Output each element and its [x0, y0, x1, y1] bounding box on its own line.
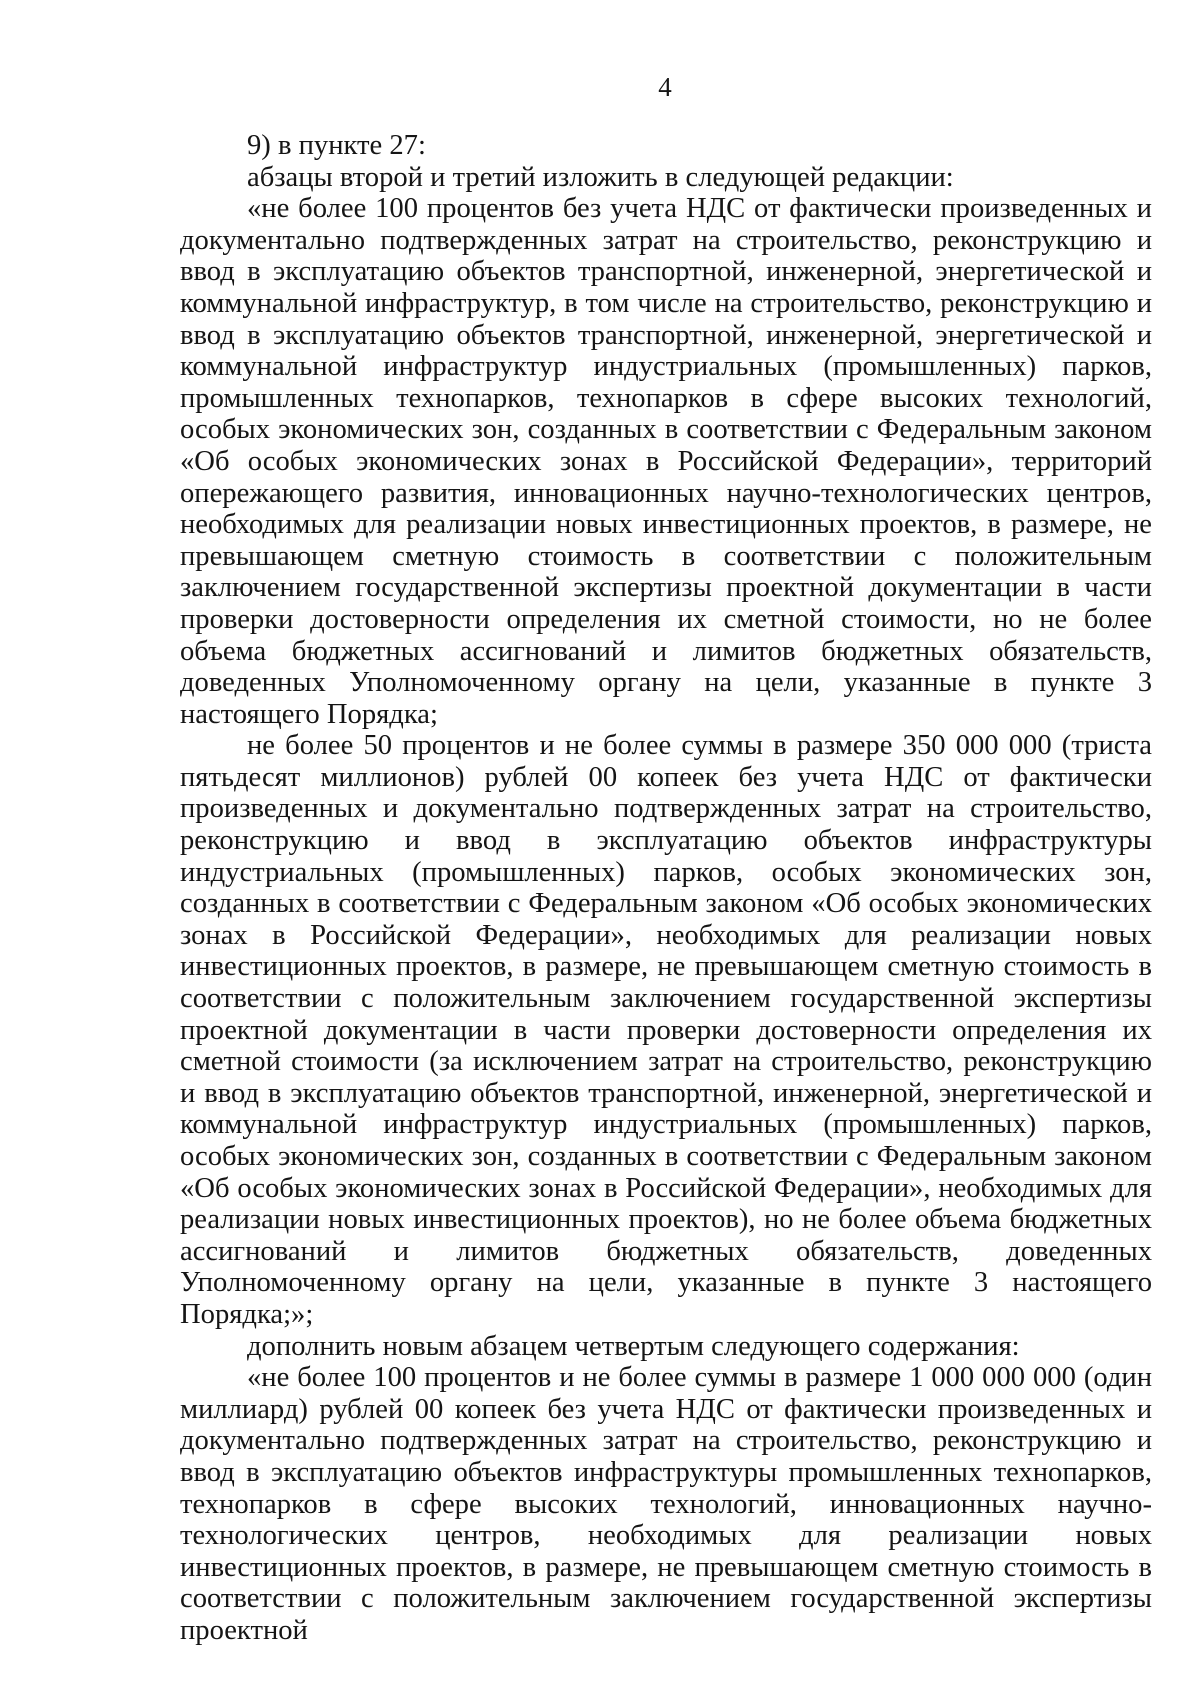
- page-number: 4: [658, 72, 672, 102]
- document-body: [180, 130, 1152, 1647]
- paragraph-add-fourth: «не более 100 процентов и не более суммы в размере 1 000 000 000 (один миллиард) рублей 00 копеек без учета НДС от фактически произведенных и документально подтвержденных затрат на строительство, реконструкцию и ввод в эксплуатацию объектов инфраструктуры промышленных технопарков, технопарков в сфере высоких технологий, инновационных научно-технологических центров, необходимых для реализации новых инвестиционных проектов, в размере, не превышающем сметную стоимость в соответствии с положительным заключением государственной экспертизы проектной: [180, 1362, 1152, 1646]
- paragraph-amend-third: не более 50 процентов и не более суммы в размере 350 000 000 (триста пятьдесят миллионов) рублей 00 копеек без учета НДС от фактически произведенных и документально подтвержденных затрат на строительство, реконструкцию и ввод в эксплуатацию объектов инфраструктуры индустриальных (промышленных) парков, особых экономических зон, созданных в соответствии с Федеральным законом «Об особых экономических зонах в Российской Федерации», необходимых для реализации новых инвестиционных проектов, в размере, не превышающем сметную стоимость в соответствии с положительным заключением государственной экспертизы проектной документации в части проверки достоверности определения их сметной стоимости (за исключением затрат на строительство, реконструкцию и ввод в эксплуатацию объектов транспортной, инженерной, энергетической и коммунальной инфраструктур индустриальных (промышленных) парков, особых экономических зон, созданных в соответствии с Федеральным законом «Об особых экономических зонах в Российской Федерации», необходимых для реализации новых инвестиционных проектов), но не более объема бюджетных ассигнований и лимитов бюджетных обязательств, доведенных Уполномоченному органу на цели, указанные в пункте 3 настоящего Порядка;»;: [180, 730, 1152, 1330]
- paragraph-amend-second: «не более 100 процентов без учета НДС от фактически произведенных и документально подтвержденных затрат на строительство, реконструкцию и ввод в эксплуатацию объектов транспортной, инженерной, энергетической и коммунальной инфраструктур, в том числе на строительство, реконструкцию и ввод в эксплуатацию объектов транспортной, инженерной, энергетической и коммунальной инфраструктур индустриальных (промышленных) парков, промышленных технопарков, технопарков в сфере высоких технологий, особых экономических зон, созданных в соответствии с Федеральным законом «Об особых экономических зонах в Российской Федерации», территорий опережающего развития, инновационных научно-технологических центров, необходимых для реализации новых инвестиционных проектов, в размере, не превышающем сметную стоимость в соответствии с положительным заключением государственной экспертизы проектной документации в части проверки достоверности определения их сметной стоимости, но не более объема бюджетных ассигнований и лимитов бюджетных обязательств, доведенных Уполномоченному органу на цели, указанные в пункте 3 настоящего Порядка;: [180, 193, 1152, 730]
- paragraph-add-intro: дополнить новым абзацем четвертым следующего содержания:: [247, 1330, 1020, 1362]
- paragraph-item-9: 9) в пункте 27:: [247, 130, 426, 161]
- paragraph-amend-intro: абзацы второй и третий изложить в следующей редакции:: [247, 161, 954, 193]
